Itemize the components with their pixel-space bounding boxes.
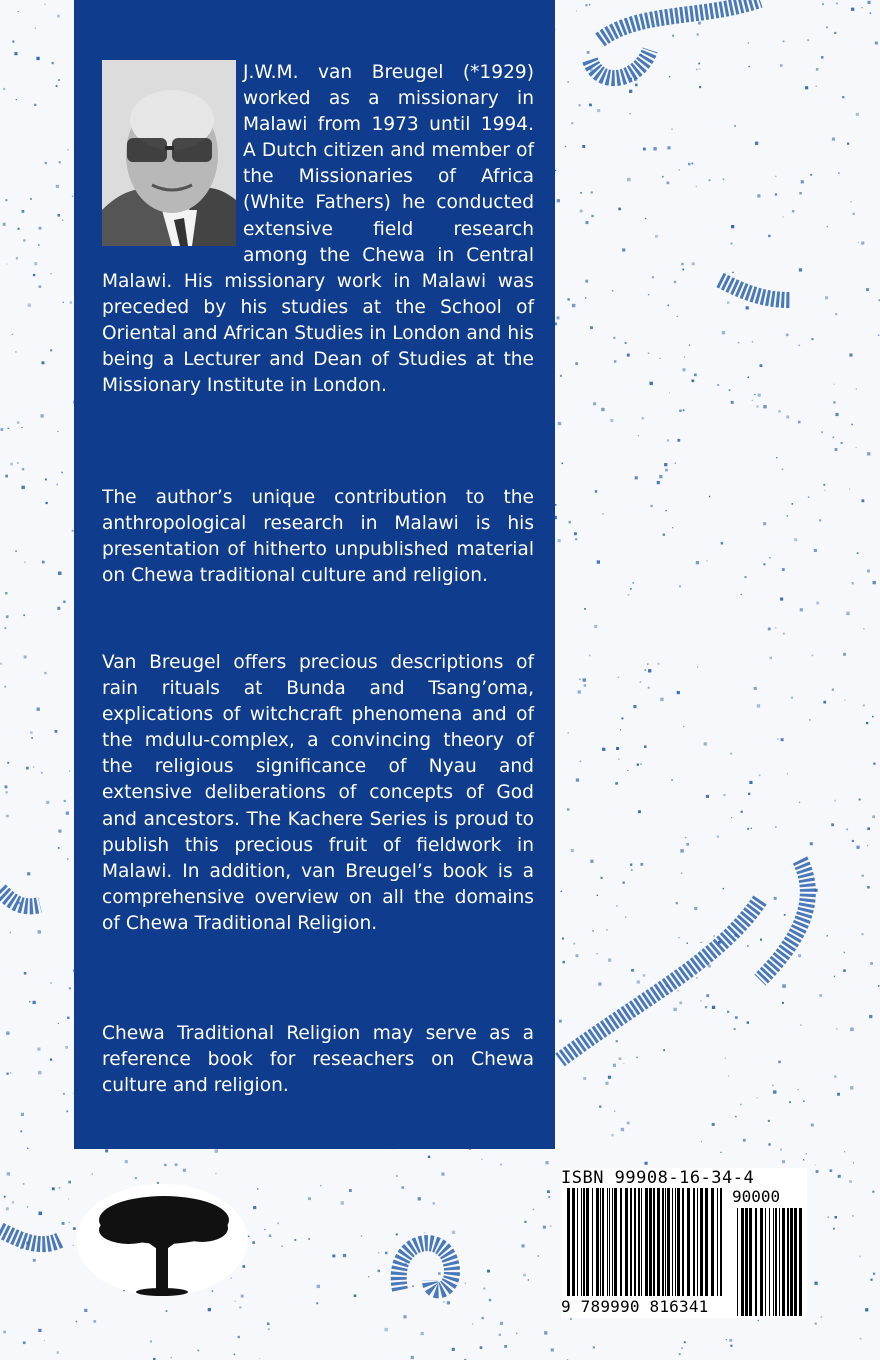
price-addon-code: 90000: [732, 1187, 781, 1206]
contribution-paragraph: The author’s unique contribution to the anthropological research in Malawi is his presentation of hitherto unpublished material on Chewa traditional culture and religion.: [102, 487, 534, 587]
kachere-tree-logo: [74, 1180, 250, 1298]
barcode-area: [561, 1168, 821, 1318]
isbn-label: ISBN 99908-16-34-4: [561, 1168, 755, 1188]
closing-paragraph: Chewa Traditional Religion may serve as a reference book for reseachers on Chewa culture and religion.: [102, 1023, 534, 1097]
ean-digits: 9 789990 816341: [561, 1297, 725, 1316]
back-cover-panel: [74, 0, 555, 1149]
description-paragraph: Van Breugel offers precious descriptions of rain rituals at Bunda and Tsang’oma, explications of witchcraft phenomena and of the mdulu-complex, a convincing theory of the religious significance of Nyau and extensive deliberations of concepts of God and ancestors. The Kachere Series is proud to publish this precious fruit of fieldwork in Malawi. In addition, van Breugel’s book is a comprehensive overview on all the domains of Chewa Traditional Religion.: [102, 652, 534, 934]
author-bio: J.W.M. van Breugel (*1929) worked as a missionary in Malawi from 1973 until 1994. A Dutch citizen and member of the Missionaries of Africa (White Fathers) he conducted extensive field research among the Chewa in Central Malawi. His missionary work in Malawi was preceded by his studies at the School of Oriental and African Studies in London and his being a Lecturer and Dean of Studies at the Missionary Institute in London.: [102, 62, 534, 397]
